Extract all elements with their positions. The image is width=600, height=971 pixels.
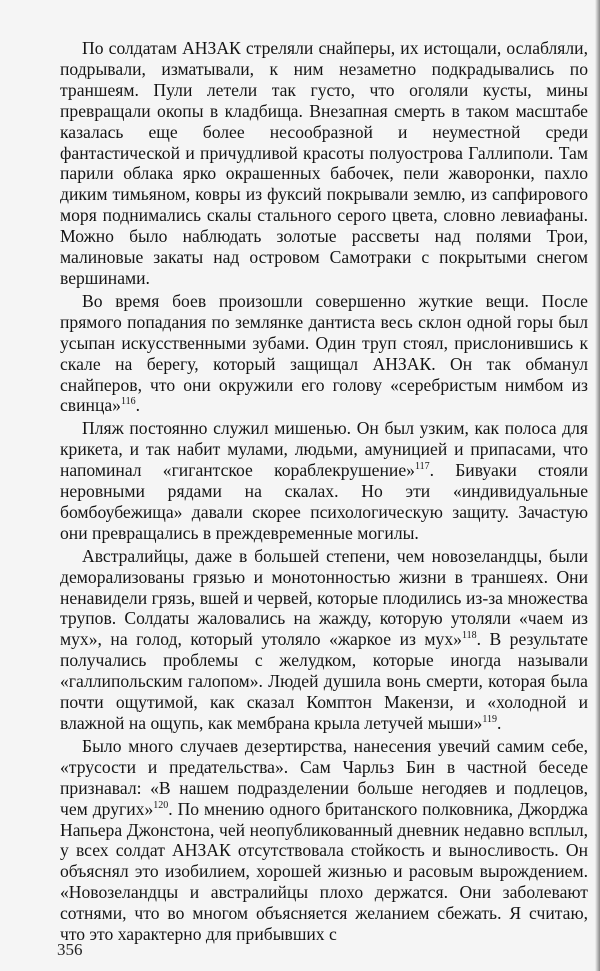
paragraph-text-tail: . По мнению одного британского полковника, Джорджа Напьера Джонстона, чей неопубликованный дневник недавно всплыл, у всех солдат АНЗАК отсутствовала стойкость и выносливость. Он объяснял это изобилием, хорошей жизнью и расовым вырождением. «Новозеландцы и австралийцы плохо держатся. Они заболевают сотнями, что во многом объясняется желанием сбежать. Я считаю, что это характерно для прибывших с — [60, 798, 588, 945]
footnote-ref: 116 — [120, 396, 136, 408]
footnote-ref: 117 — [414, 461, 430, 473]
paragraph-4 — [60, 546, 588, 734]
paragraph-text: Было много случаев дезертирства, нанесения увечий самим себе, «трусости и предательства». Сам Чарльз Бин в частной беседе признавал: «В нашем подразделении больше негодяев и подлецов, чем других» — [60, 735, 588, 819]
paragraph-text-tail: . В результате получались проблемы с желудком, которые иногда называли «галлипольским галопом». Людей душила вонь смерти, которая была почти ощутимой, как сказал Комптон Макензи, и «холодной и влажной на ощупь, как мембрана крыла летучей мыши» — [60, 629, 588, 733]
page-number: 356 — [57, 940, 83, 959]
paragraph-text: Австралийцы, даже в большей степени, чем новозеландцы, были деморализованы грязью и монотонностью жизни в траншеях. Они ненавидели грязь, вшей и червей, которые плодились из-за множества трупов. Солдаты жаловались на жажду, которую утоляли «чаем из мух», на голод, который утоляло «жаркое из мух» — [60, 545, 588, 650]
paragraph-text: Пляж постоянно служил мишенью. Он был узким, как полоса для крикета, и так набит мулами, людьми, амуницией и припасами, что напоминал «гигантское кораблекрушение» — [60, 418, 588, 481]
paragraph-1 — [60, 38, 588, 289]
paragraph-2 — [60, 291, 588, 416]
paragraph-text-tail: . — [135, 395, 141, 416]
footnote-ref: 118 — [461, 630, 477, 642]
body-text — [60, 38, 588, 945]
paragraph-text: Во время боев произошли совершенно жуткие вещи. После прямого попадания по землянке дантиста весь склон одной горы был усыпан искусственными зубами. Один труп стоял, прислонившись к скале на берегу, который защищал АНЗАК. Он так обманул снайперов, что они окружили его голову «серебристым нимбом из свинца» — [60, 290, 588, 416]
paragraph-text-tail: . Бивуаки стояли неровными рядами на скалах. Но эти «индивидуальные бомбоубежища» давали скорее психологическую защиту. Зачастую они превращались в преждевременные могилы. — [60, 460, 588, 543]
paragraph-5 — [60, 736, 588, 945]
binding-edge-shadow — [595, 0, 600, 971]
paragraph-text-tail: . — [496, 713, 502, 733]
paragraph-3 — [60, 418, 588, 543]
paragraph-text: По солдатам АНЗАК стреляли снайперы, их истощали, ослабляли, подрывали, изматывали, к ним незаметно подкрадывались по траншеям. Пули летели так густо, что оголяли кусты, мины превращали окопы в кладбища. Внезапная смерть в таком масштабе казалась еще более несообразной и неуместной среди фантастической и причудливой красоты полуострова Галлиполи. Там парили облака ярко окрашенных бабочек, пели жаворонки, пахло диким тимьяном, ковры из фуксий покрывали землю, из сапфирового моря поднимались скалы стального серого цвета, словно левиафаны. Можно было наблюдать золотые рассветы над полями Трои, малиновые закаты над островом Самотраки с покрытыми снегом вершинами. — [60, 38, 588, 288]
footnote-ref: 119 — [482, 714, 497, 726]
footnote-ref: 120 — [153, 799, 169, 811]
